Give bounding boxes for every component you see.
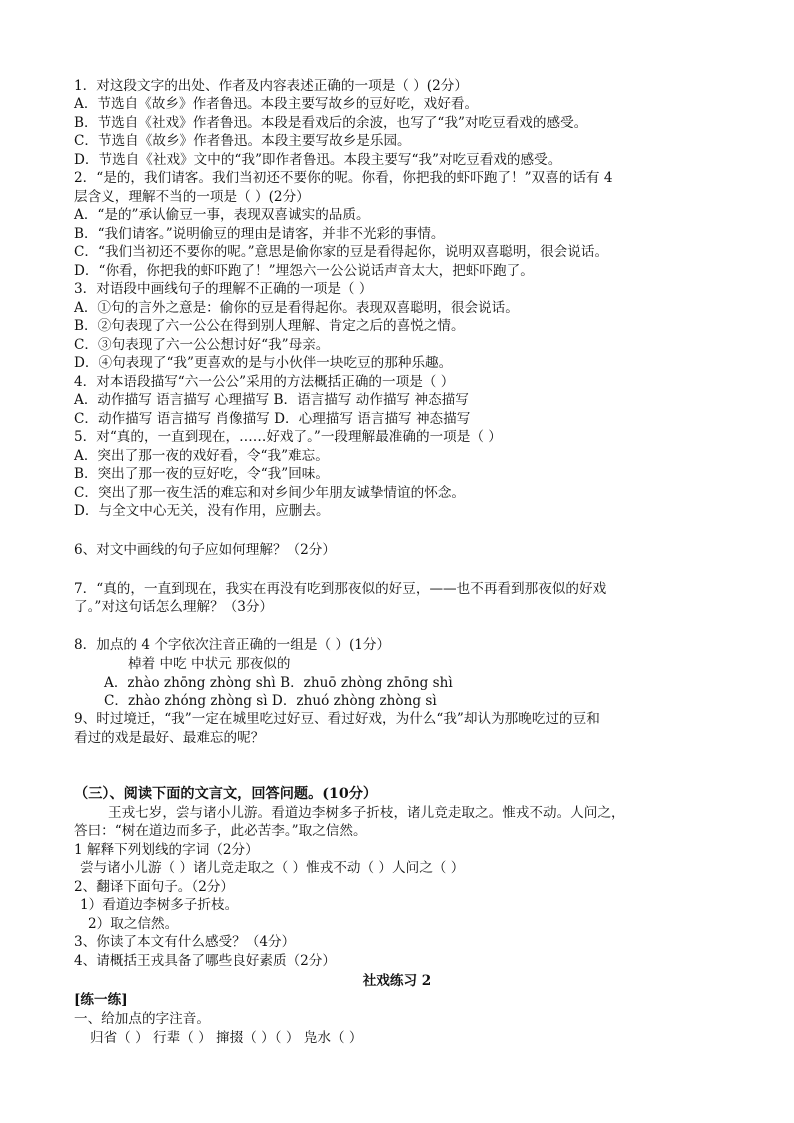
- q8-characters: 棹着 中吃 中状元 那夜似的: [128, 656, 291, 672]
- q9-stem: 9、时过境迁，“我”一定在城里吃过好豆、看过好戏，为什么“我”却认为那晚吃过的豆和: [74, 711, 600, 727]
- q1-option-d: D．节选自《社戏》文中的“我”即作者鲁迅。本段主要写“我”对吃豆看戏的感受。: [74, 152, 562, 168]
- q8-options-cd: C．zhào zhóng zhòng sì D．zhuó zhòng zhòng sì: [104, 693, 437, 709]
- q8-options-ab: A．zhào zhōng zhòng shì B．zhuō zhòng zhōng shì: [104, 675, 453, 691]
- q5-stem: 5．对“真的，一直到现在，……好戏了。”一段理解最准确的一项是（ ）: [74, 429, 502, 445]
- q5-option-d: D．与全文中心无关，没有作用，应删去。: [74, 503, 330, 519]
- sub-q1-blanks: 尝与诸小儿游（ ）诸儿竞走取之（ ）惟戎不动（ ）人问之（ ）: [80, 860, 465, 876]
- q2-option-a: A．“是的”承认偷豆一事，表现双喜诚实的品质。: [74, 207, 370, 223]
- sub-q2-stem: 2、翻译下面句子。（2分）: [74, 879, 235, 895]
- sub-q3-stem: 3、你读了本文有什么感受？（4分）: [74, 934, 296, 950]
- exercise-1-stem: 一、给加点的字注音。: [74, 1011, 210, 1027]
- q1-option-a: A．节选自《故乡》作者鲁迅。本段主要写故乡的豆好吃，戏好看。: [74, 96, 479, 112]
- q1-stem: 1．对这段文字的出处、作者及内容表述正确的一项是（ ）(2分）: [74, 78, 468, 94]
- sub-q1-stem: 1 解释下列划线的字词（2分）: [74, 842, 259, 858]
- classical-passage-line1: 王戎七岁，尝与诸小儿游。看道边李树多子折枝，诸儿竞走取之。惟戎不动。人问之，: [108, 805, 625, 821]
- q2-option-b: B．“我们请客。”说明偷豆的理由是请客，并非不光彩的事情。: [74, 226, 445, 242]
- q5-option-a: A．突出了那一夜的戏好看，令“我”难忘。: [74, 448, 329, 464]
- q2-option-d: D．“你看，你把我的虾吓跑了！”埋怨六一公公说话声音太大，把虾吓跑了。: [74, 263, 534, 279]
- q9-stem-cont: 看过的戏是最好、最难忘的呢？: [74, 730, 265, 746]
- q2-option-c: C．“我们当初还不要你的呢。”意思是偷你家的豆是看得起你，说明双喜聪明，很会说话。: [74, 244, 609, 260]
- q4-stem: 4．对本语段描写“六一公公”采用的方法概括正确的一项是（ ）: [74, 374, 455, 390]
- q3-option-c: C．③句表现了六一公公想讨好“我”母亲。: [74, 337, 330, 353]
- q5-option-c: C．突出了那一夜生活的难忘和对乡间少年朋友诚挚情谊的怀念。: [74, 485, 466, 501]
- q6-stem: 6、对文中画线的句子应如何理解？（2分）: [74, 542, 336, 558]
- q1-option-c: C．节选自《故乡》作者鲁迅。本段主要写故乡是乐园。: [74, 133, 411, 149]
- q3-option-b: B．②句表现了六一公公在得到别人理解、肯定之后的喜悦之情。: [74, 318, 465, 334]
- q7-stem-cont: 了。”对这句话怎么理解？（3分）: [74, 599, 274, 615]
- q2-stem-cont: 层含义，理解不当的一项是（ ）(2分）: [74, 189, 310, 205]
- q4-options-cd: C．动作描写 语言描写 肖像描写 D．心理描写 语言描写 神态描写: [74, 411, 471, 427]
- q3-option-a: A．①句的言外之意是：偷你的豆是看得起你。表现双喜聪明，很会说话。: [74, 300, 519, 316]
- q8-stem: 8．加点的 4 个字依次注音正确的一组是（ ）(1分）: [74, 637, 391, 653]
- classical-passage-line2: 答曰：“树在道边而多子，此必苦李。”取之信然。: [74, 823, 367, 839]
- sub-q2-item2: 2）取之信然。: [88, 916, 179, 932]
- practice-subheading: [练一练]: [74, 992, 128, 1008]
- q7-stem: 7．“真的，一直到现在，我实在再没有吃到那夜似的好豆，——也不再看到那夜似的好戏: [74, 581, 607, 597]
- practice-title: 社戏练习 2: [362, 973, 432, 989]
- q3-stem: 3．对语段中画线句子的理解不正确的一项是（ ）: [74, 281, 373, 297]
- q3-option-d: D．④句表现了“我”更喜欢的是与小伙伴一块吃豆的那种乐趣。: [74, 355, 453, 371]
- q2-stem: 2．“是的，我们请客。我们当初还不要你的呢。你看，你把我的虾吓跑了！”双喜的话有 4: [74, 170, 613, 186]
- sub-q2-item1: 1）看道边李树多子折枝。: [80, 897, 239, 913]
- sub-q4-stem: 4、请概括王戎具备了哪些良好素质（2分）: [74, 953, 336, 969]
- q5-option-b: B．突出了那一夜的豆好吃，令“我”回味。: [74, 466, 329, 482]
- q4-options-ab: A．动作描写 语言描写 心理描写 B．语言描写 动作描写 神态描写: [74, 392, 469, 408]
- exercise-1-items: 归省（ ） 行辈（ ） 撺掇（ ）（ ） 凫水（ ）: [90, 1030, 363, 1046]
- q1-option-b: B．节选自《社戏》作者鲁迅。本段是看戏后的余波，也写了“我”对吃豆看戏的感受。: [74, 115, 588, 131]
- section-3-heading: （三）、阅读下面的文言文，回答问题。(10分）: [74, 786, 378, 802]
